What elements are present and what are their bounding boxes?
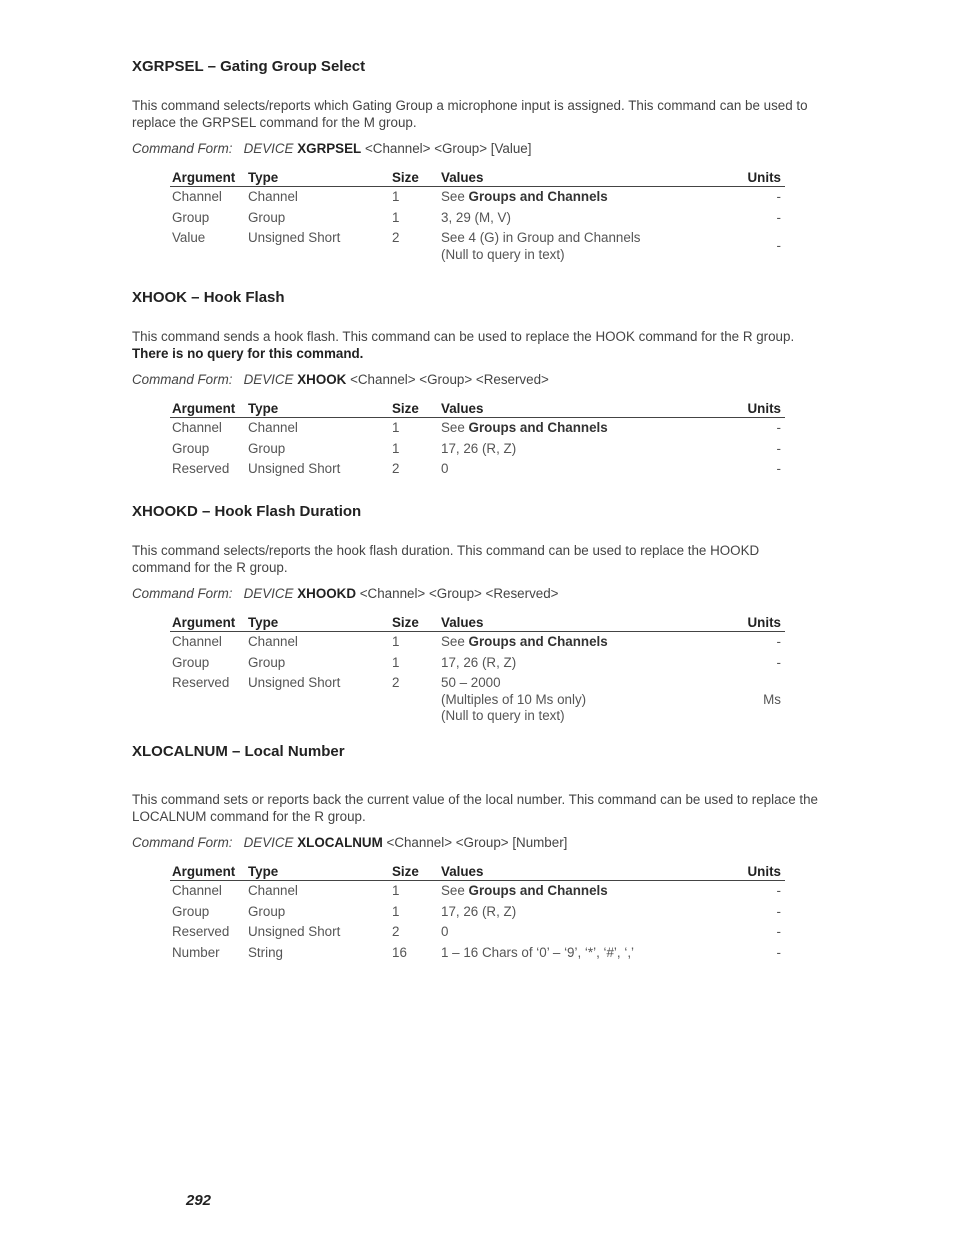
header-values: Values	[439, 615, 743, 632]
section-xhookd	[132, 503, 822, 727]
table-row: Reserved Unsigned Short 2 0 -	[172, 924, 781, 939]
section-xlocalnum	[132, 743, 822, 963]
header-argument: Argument	[170, 401, 246, 418]
header-values: Values	[439, 864, 743, 881]
command-title: Hook Flash Duration	[214, 503, 362, 520]
section-heading	[132, 743, 822, 761]
section-description: This command selects/reports the hook flash duration. This command can be used to replace the HOOKD command for the R group.	[132, 543, 760, 575]
section-description: This command sends a hook flash. This command can be used to replace the HOOK command for the R group. There is no query for this command.	[132, 329, 795, 361]
section-heading: XHOOKD – Hook Flash Duration	[132, 503, 362, 520]
section-heading: XHOOK – Hook Flash	[132, 289, 285, 306]
command-code: XHOOK	[132, 289, 188, 306]
header-type: Type	[246, 864, 382, 881]
header-units: Units	[743, 401, 785, 418]
header-type: Type	[246, 615, 382, 632]
command-code: XLOCALNUM –	[132, 743, 241, 760]
table-row: Channel Channel 1 See Groups and Channels -	[172, 634, 781, 649]
header-size: Size	[382, 170, 439, 187]
header-argument: Argument	[170, 170, 246, 187]
argument-table	[170, 864, 785, 963]
command-title: Local Number	[244, 743, 345, 760]
section-heading: XGRPSEL – Gating Group Select	[132, 58, 366, 75]
table-row: Group Group 1 17, 26 (R, Z) -	[172, 903, 781, 919]
page-number: 292	[186, 1192, 212, 1209]
command-form: Command Form: DEVICE XHOOK <Channel> <Group> <Reserved>	[132, 372, 549, 387]
command-form: Command Form: DEVICE XLOCALNUM <Channel> <Group> [Number]	[132, 835, 568, 850]
section-xhook	[132, 289, 822, 480]
table-row: Group Group 1 17, 26 (R, Z) -	[172, 440, 781, 456]
section-description: This command sets or reports back the current value of the local number. This command can be used to replace the LOCALNUM command for the R group.	[132, 792, 819, 824]
command-title: Gating Group Select	[220, 58, 366, 75]
table-row: Channel Channel 1 See Groups and Channels -	[172, 189, 781, 204]
table-row: Reserved Unsigned Short 2 0 -	[172, 461, 781, 476]
header-units: Units	[743, 615, 785, 632]
command-title: Hook Flash	[203, 289, 285, 306]
table-row: Channel Channel 1 See Groups and Channels -	[172, 420, 781, 435]
header-argument: Argument	[170, 864, 246, 881]
header-type: Type	[246, 401, 382, 418]
table-row: Group Group 1 3, 29 (M, V) -	[172, 209, 781, 225]
header-size: Size	[382, 615, 439, 632]
section-xgrpsel	[132, 58, 822, 265]
header-values: Values	[439, 401, 743, 418]
table-row: Number String 16 1 – 16 Chars of ‘0’ – ‘9’, ‘*’, ‘#’, ‘,’ -	[172, 944, 781, 960]
section-description: This command selects/reports which Gating Group a microphone input is assigned. This command can be used to replace the GRPSEL command for the M group.	[132, 98, 808, 130]
table-row: Channel Channel 1 See Groups and Channels -	[172, 883, 781, 898]
argument-table	[170, 170, 785, 265]
table-row: Value Unsigned Short 2 See 4 (G) in Group and Channels (Null to query in text) -	[172, 230, 781, 262]
command-code: XHOOKD	[132, 503, 198, 520]
argument-table	[170, 401, 785, 480]
header-size: Size	[382, 401, 439, 418]
table-row: Reserved Unsigned Short 2 50 – 2000 (Multiples of 10 Ms only) (Null to query in text) Ms	[172, 675, 781, 723]
header-values: Values	[439, 170, 743, 187]
table-row: Group Group 1 17, 26 (R, Z) -	[172, 654, 781, 670]
command-form: Command Form: DEVICE XHOOKD <Channel> <Group> <Reserved>	[132, 586, 559, 601]
header-size: Size	[382, 864, 439, 881]
header-units: Units	[743, 864, 785, 881]
argument-table	[170, 615, 785, 727]
command-form: Command Form: DEVICE XGRPSEL <Channel> <Group> [Value]	[132, 141, 532, 156]
header-argument: Argument	[170, 615, 246, 632]
header-type: Type	[246, 170, 382, 187]
command-code: XGRPSEL	[132, 58, 204, 75]
header-units: Units	[743, 170, 785, 187]
